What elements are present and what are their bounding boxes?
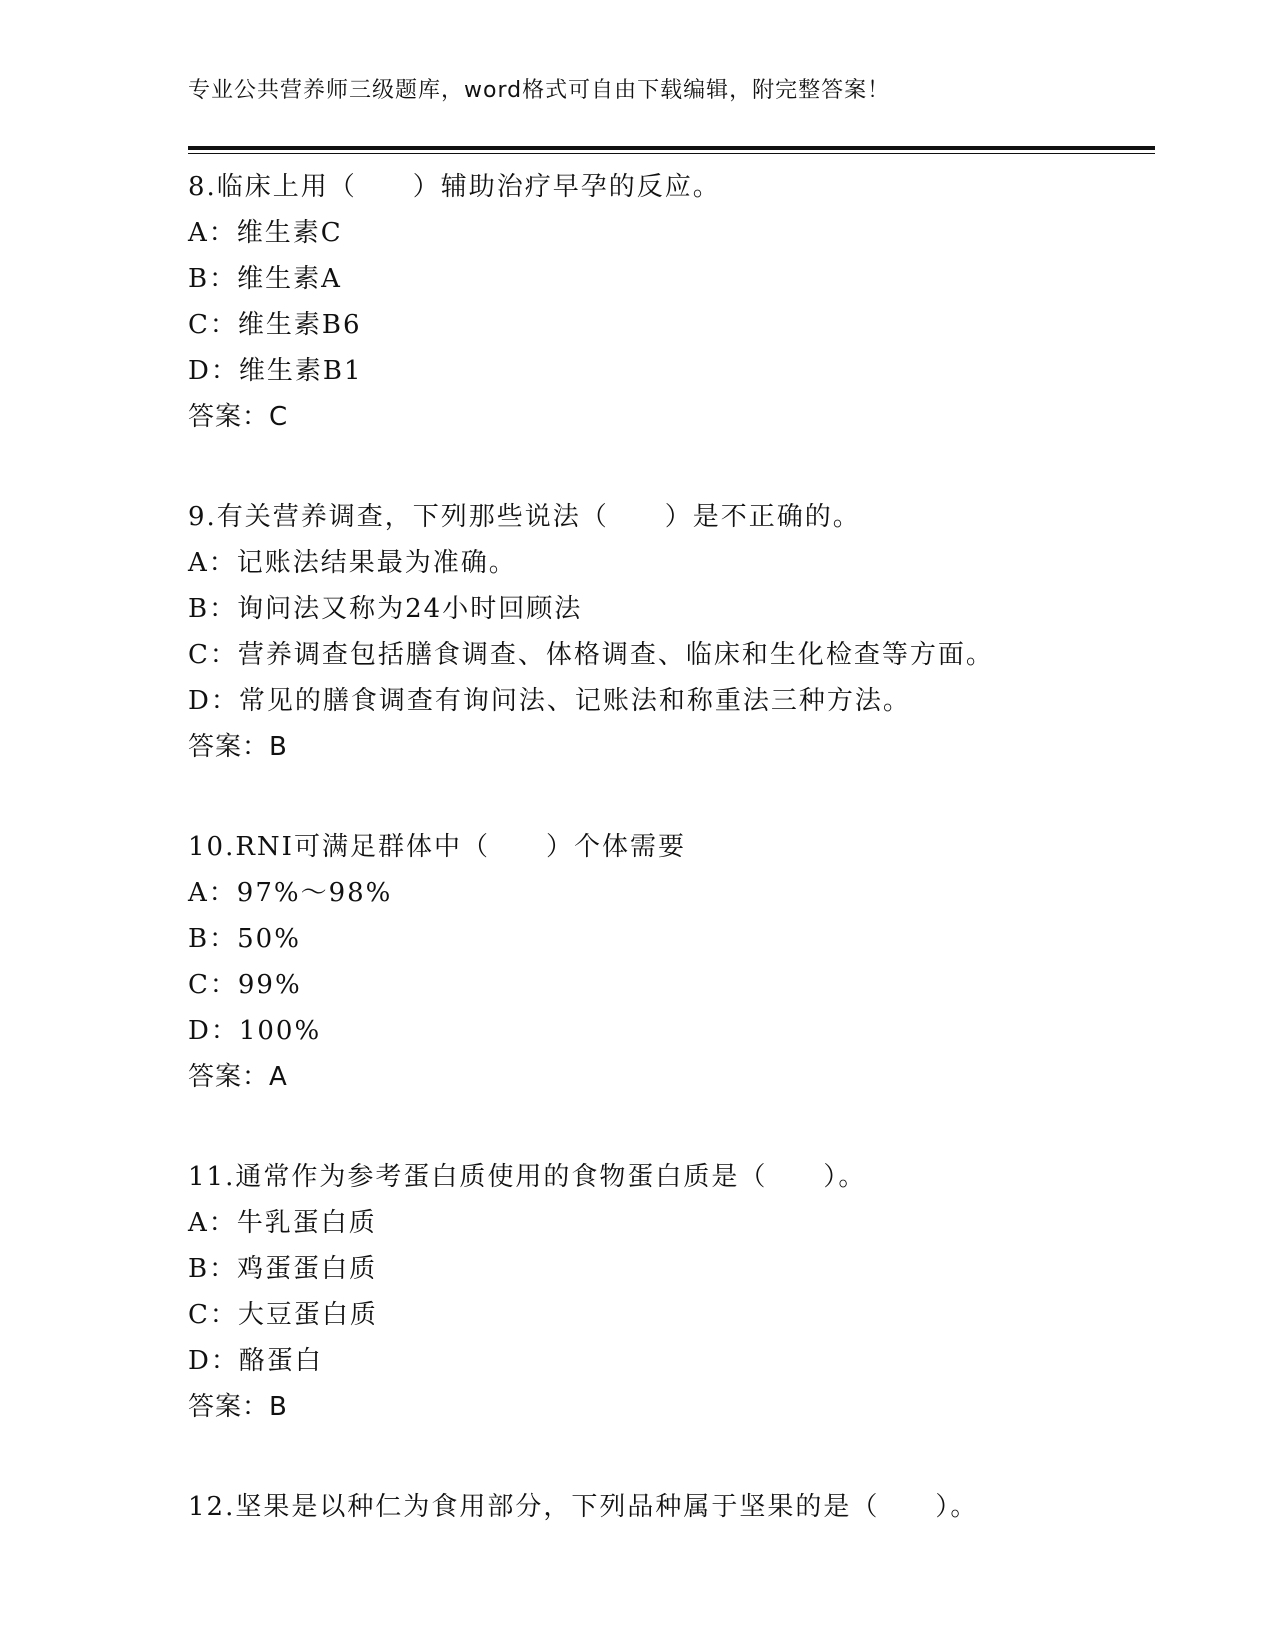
question-stem: 10.RNI可满足群体中（ ）个体需要 <box>188 832 686 862</box>
question-stem: 9.有关营养调查，下列那些说法（ ）是不正确的。 <box>188 502 861 532</box>
question-stem: 8.临床上用（ ）辅助治疗早孕的反应。 <box>188 172 721 202</box>
answer-text: 答案：B <box>188 732 288 762</box>
option-c: C：大豆蛋白质 <box>188 1300 378 1330</box>
option-a: A：牛乳蛋白质 <box>188 1208 377 1238</box>
answer-text: 答案：A <box>188 1062 288 1092</box>
option-a: A：维生素C <box>188 218 343 248</box>
option-c: C：营养调查包括膳食调查、体格调查、临床和生化检查等方面。 <box>188 640 994 670</box>
question-list <box>188 164 1155 1584</box>
answer-text: 答案：C <box>188 402 289 432</box>
header-divider-thin <box>188 153 1155 154</box>
question-12 <box>188 1484 1155 1530</box>
question-stem: 11.通常作为参考蛋白质使用的食物蛋白质是（ ）。 <box>188 1162 867 1192</box>
question-11 <box>188 1154 1155 1430</box>
option-b: B：维生素A <box>188 264 342 294</box>
option-b: B：鸡蛋蛋白质 <box>188 1254 378 1284</box>
option-d: D：维生素B1 <box>188 356 363 386</box>
option-d: D：常见的膳食调查有询问法、记账法和称重法三种方法。 <box>188 686 911 716</box>
answer-text: 答案：B <box>188 1392 288 1422</box>
option-b: B：50% <box>188 924 301 954</box>
option-d: D：100% <box>188 1016 322 1046</box>
option-c: C：99% <box>188 970 302 1000</box>
option-d: D：酪蛋白 <box>188 1346 323 1376</box>
question-8 <box>188 164 1155 440</box>
header-divider-thick <box>188 146 1155 150</box>
option-a: A：记账法结果最为准确。 <box>188 548 517 578</box>
option-c: C：维生素B6 <box>188 310 362 340</box>
question-stem: 12.坚果是以种仁为食用部分，下列品种属于坚果的是（ ）。 <box>188 1492 979 1522</box>
question-10 <box>188 824 1155 1100</box>
question-9 <box>188 494 1155 770</box>
option-a: A：97%～98% <box>188 878 393 908</box>
option-b: B：询问法又称为24小时回顾法 <box>188 594 583 624</box>
page-header: 专业公共营养师三级题库，word格式可自由下载编辑，附完整答案！ <box>188 78 891 103</box>
